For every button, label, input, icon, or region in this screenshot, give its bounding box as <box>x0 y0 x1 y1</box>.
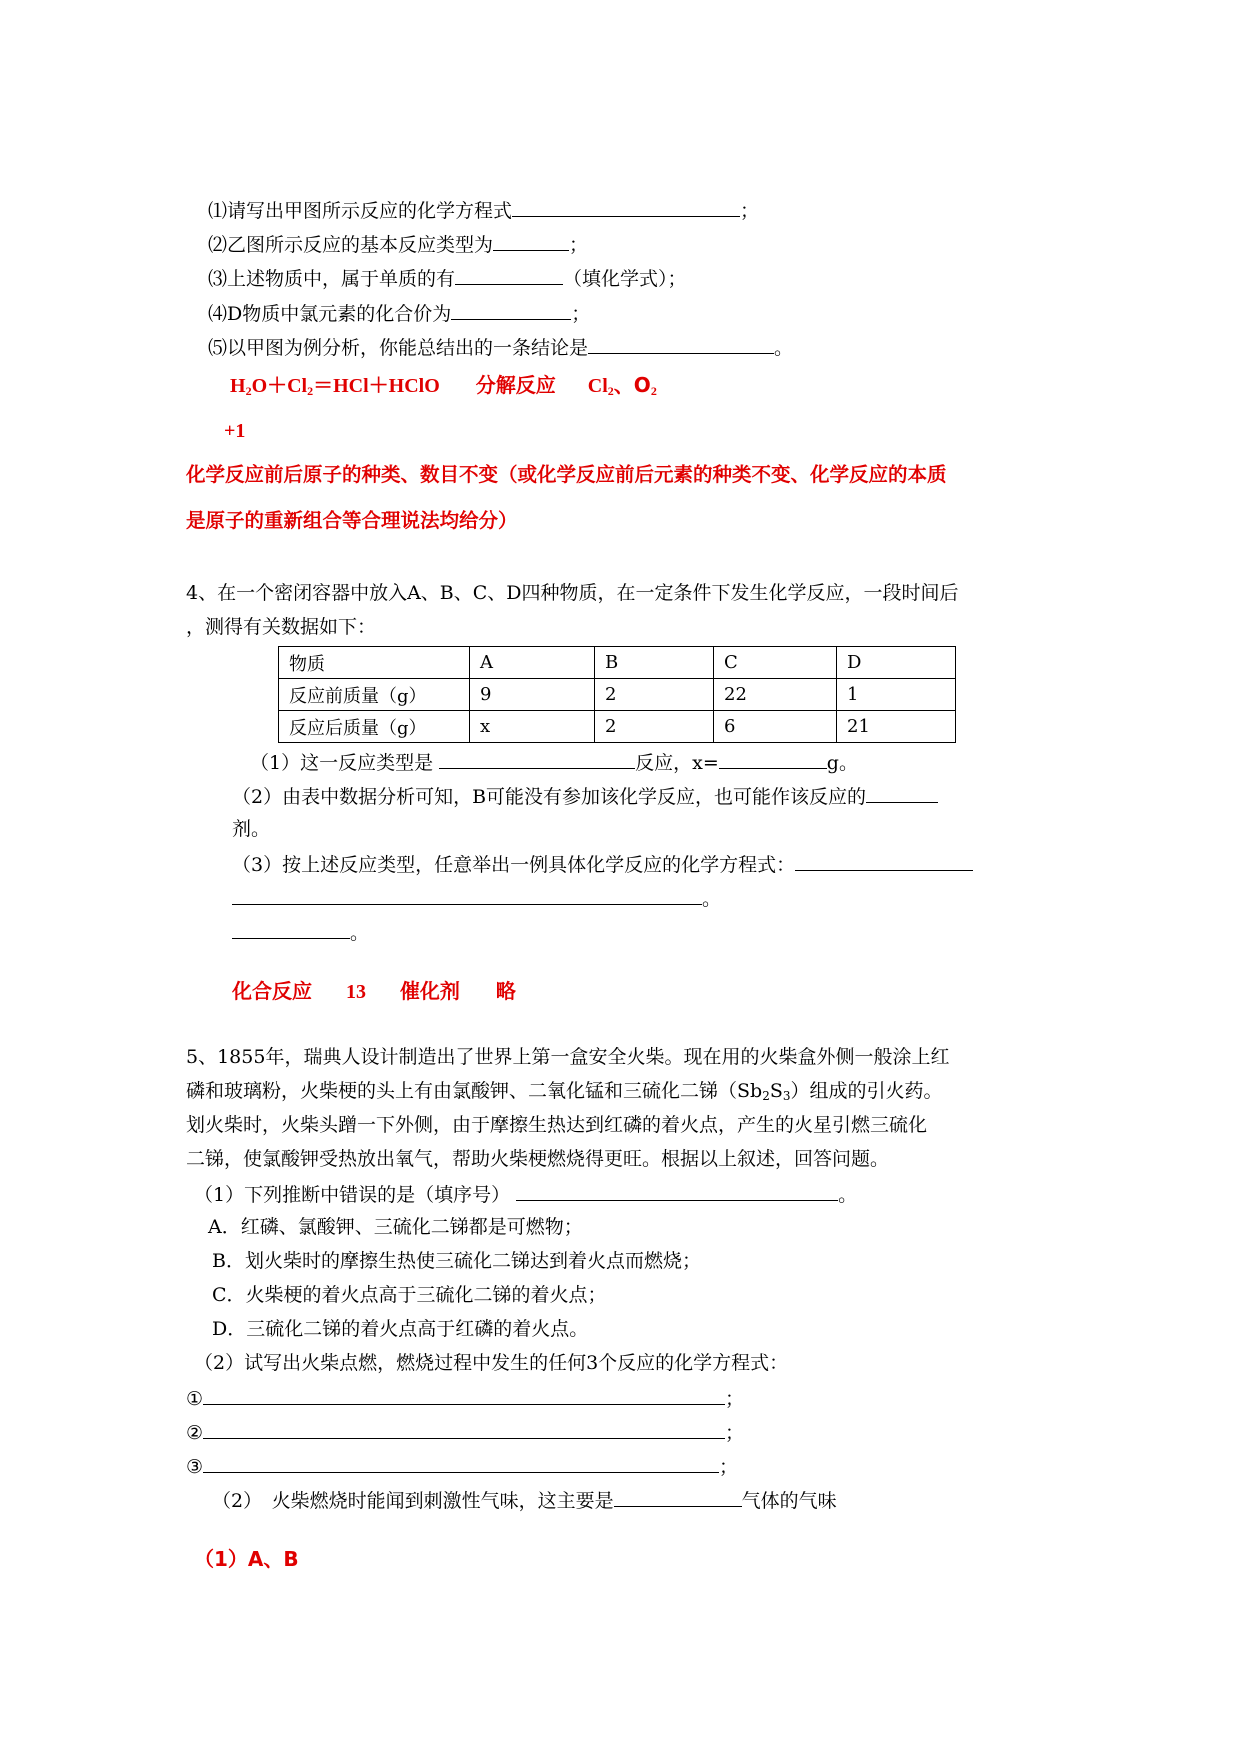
q3-item-3: ⑶上述物质中，属于单质的有 （填化学式）； <box>208 264 687 292</box>
table-cell: 9 <box>470 679 595 711</box>
ans3-elements: $Cl_2$、$O_2$ <box>587 373 657 398</box>
q4-part-3-line-3: 。 <box>232 918 369 946</box>
q5-part-1-blank[interactable] <box>516 1180 838 1201</box>
q4-part-3: （3）按上述反应类型，任意举出一例具体化学反应的化学方程式： <box>232 850 973 878</box>
q4-part-2: （2）由表中数据分析可知，B可能没有参加该化学反应，也可能作该反应的 <box>232 782 938 810</box>
q4-part-2-blank[interactable] <box>866 782 938 803</box>
ans3-valence: +1 <box>224 420 246 442</box>
q3-item-4-blank[interactable] <box>451 299 571 320</box>
ans4-catalyst: 催化剂 <box>399 979 460 1003</box>
q5-equation-1: ① ； <box>186 1384 744 1412</box>
q4-part-3-blank-1[interactable] <box>795 850 973 871</box>
q5-stem-2: 磷和玻璃粉，火柴梗的头上有由氯酸钾、二氧化锰和三硫化二锑$(Sb_2S_3)$组成的引火药。 <box>186 1080 943 1103</box>
q3-item-2-blank[interactable] <box>493 230 569 251</box>
q3-item-3-blank[interactable] <box>455 264 563 285</box>
ans4-x-value: 13 <box>345 981 366 1003</box>
q4-part-2-end: 剂。 <box>232 818 271 840</box>
ans4-omit: 略 <box>495 979 516 1003</box>
q5-part-2: （2）试写出火柴点燃，燃烧过程中发生的任何3个反应的化学方程式： <box>194 1352 789 1374</box>
ans3-equation: $H_2O+Cl_2=HCl+HClO$ <box>230 375 440 398</box>
q5-equation-2-blank[interactable] <box>203 1418 725 1439</box>
ans4-reaction-type: 化合反应 <box>232 979 312 1003</box>
table-cell: 2 <box>595 711 714 743</box>
q5-stem-1: 5、1855年，瑞典人设计制造出了世界上第一盒安全火柴。现在用的火柴盒外侧一般涂上红 <box>186 1046 950 1068</box>
q5-part-3-blank[interactable] <box>614 1486 742 1507</box>
table-cell: C <box>714 647 837 679</box>
table-cell: 反应前质量（g） <box>279 679 470 711</box>
table-cell: 物质 <box>279 647 470 679</box>
ans3-conclusion-2: 是原子的重新组合等合理说法均给分） <box>186 509 518 532</box>
table-cell: 反应后质量（g） <box>279 711 470 743</box>
q5-equation-3-blank[interactable] <box>203 1452 719 1473</box>
q4-stem-1: 4、在一个密闭容器中放入A、B、C、D四种物质，在一定条件下发生化学反应，一段时间后 <box>186 582 959 604</box>
ans3-conclusion-1: 化学反应前后原子的种类、数目不变（或化学反应前后元素的种类不变、化学反应的本质 <box>186 463 947 486</box>
q4-part-3-blank-2[interactable] <box>232 884 702 905</box>
q5-equation-3: ③ ； <box>186 1452 738 1480</box>
q5-stem-4: 二锑，使氯酸钾受热放出氧气，帮助火柴梗燃烧得更旺。根据以上叙述，回答问题。 <box>186 1148 890 1170</box>
q5-equation-2: ② ； <box>186 1418 744 1446</box>
q5-option-d: D．三硫化二锑的着火点高于红磷的着火点。 <box>212 1318 589 1340</box>
table-cell: x <box>470 711 595 743</box>
q3-item-1-text: ⑴请写出甲图所示反应的化学方程式 <box>208 200 513 222</box>
ans4-line <box>232 978 516 1005</box>
q3-item-4: ⑷D物质中氯元素的化合价为 ； <box>208 299 590 327</box>
q3-item-1: ⑴请写出甲图所示反应的化学方程式 ； <box>208 196 759 224</box>
q4-part-1-blank-type[interactable] <box>439 748 635 769</box>
table-cell: D <box>837 647 956 679</box>
q4-data-table <box>278 646 956 743</box>
table-row <box>279 679 956 711</box>
q3-item-1-blank[interactable] <box>512 196 740 217</box>
q4-part-1-blank-x[interactable] <box>719 748 827 769</box>
q5-part-1: （1）下列推断中错误的是（填序号） 。 <box>194 1180 857 1208</box>
q3-item-5: ⑸以甲图为例分析，你能总结出的一条结论是 。 <box>208 333 793 361</box>
table-cell: B <box>595 647 714 679</box>
ans5-answer: （1）A、B <box>194 1547 299 1571</box>
q4-part-3-line-2: 。 <box>232 884 721 912</box>
q3-item-5-blank[interactable] <box>588 333 774 354</box>
q3-item-2: ⑵乙图所示反应的基本反应类型为 ； <box>208 230 588 258</box>
q3-item-5-text: ⑸以甲图为例分析，你能总结出的一条结论是 <box>208 337 589 359</box>
table-cell: 1 <box>837 679 956 711</box>
q5-option-a: A．红磷、氯酸钾、三硫化二锑都是可燃物； <box>208 1216 583 1238</box>
q3-item-2-text: ⑵乙图所示反应的基本反应类型为 <box>208 234 494 256</box>
table-cell: A <box>470 647 595 679</box>
q3-item-3-text: ⑶上述物质中，属于单质的有 <box>208 268 456 290</box>
q4-part-1: （1）这一反应类型是 反应，x= g。 <box>250 748 858 776</box>
q4-part-3-blank-3[interactable] <box>232 918 350 939</box>
q5-part-3: （2） 火柴燃烧时能闻到刺激性气味，这主要是 气体的气味 <box>212 1486 837 1514</box>
q3-item-4-text: ⑷D物质中氯元素的化合价为 <box>208 303 452 325</box>
table-cell: 2 <box>595 679 714 711</box>
table-header-row <box>279 647 956 679</box>
table-row <box>279 711 956 743</box>
table-cell: 22 <box>714 679 837 711</box>
q5-option-c: C．火柴梗的着火点高于三硫化二锑的着火点； <box>212 1284 607 1306</box>
q4-stem-2: ，测得有关数据如下： <box>186 616 377 638</box>
table-cell: 6 <box>714 711 837 743</box>
ans3-line-1 <box>230 372 657 399</box>
q5-stem-3: 划火柴时，火柴头蹭一下外侧，由于摩擦生热达到红磷的着火点，产生的火星引燃三硫化 <box>186 1114 928 1136</box>
q5-option-b: B．划火柴时的摩擦生热使三硫化二锑达到着火点而燃烧； <box>212 1250 701 1272</box>
q5-equation-1-blank[interactable] <box>203 1384 725 1405</box>
table-cell: 21 <box>837 711 956 743</box>
ans3-reaction-type: 分解反应 <box>475 373 556 397</box>
